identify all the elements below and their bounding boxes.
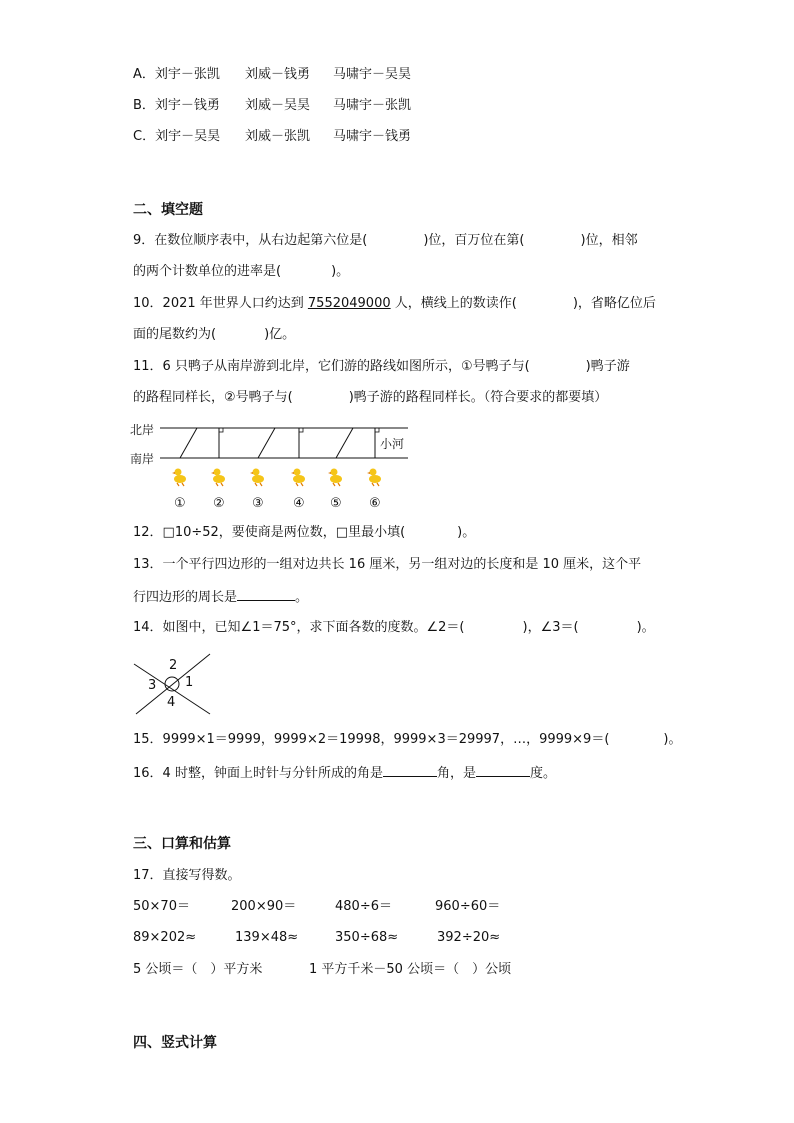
q14-text-b: )，∠3＝(: [522, 620, 579, 635]
south-bank-label: 南岸: [130, 452, 155, 466]
right-angle-mark-2: [219, 428, 223, 432]
question-13-line-1: 13．一个平行四边形的一组对边共长 16 厘米，另一组对边的长度和是 10 厘米，这个平: [133, 557, 642, 572]
q16-text-c: 度。: [529, 766, 556, 781]
option-a-1: A．刘宇－张凯: [133, 67, 220, 82]
calc-item: 139×48≈: [235, 930, 299, 945]
option-a-2: 刘威－钱勇: [245, 67, 311, 82]
question-14: [133, 618, 655, 638]
q14-text-c: )。: [636, 620, 655, 635]
calc-item: 480÷6＝: [335, 899, 392, 914]
path-1: [180, 428, 197, 458]
q13-blank[interactable]: [237, 586, 295, 601]
angle-label-4: 4: [167, 695, 176, 710]
question-10-line-1: [133, 294, 656, 314]
q16-blank-1[interactable]: [383, 762, 437, 777]
q14-text-a: 14．如图中，已知∠1＝75°，求下面各数的度数。∠2＝(: [133, 620, 465, 635]
duck-icon-1: [172, 469, 186, 487]
option-b-1: B．刘宇－钱勇: [133, 98, 220, 113]
q10-text-b: 人，横线上的数读作(: [390, 296, 517, 311]
q10-text-a: 10．2021 年世界人口约达到: [133, 296, 308, 311]
unit-conversion-1: 5 公顷＝（ ）平方米: [133, 962, 263, 977]
option-a: [133, 65, 411, 85]
q11-text-d: )鸭子游的路程同样长。（符合要求的都要填）: [348, 390, 608, 405]
question-17: 17．直接写得数。: [133, 868, 241, 883]
q10-text-e: )亿。: [264, 327, 296, 342]
calc-item: 200×90＝: [231, 899, 297, 914]
q11-text-a: 11．6 只鸭子从南岸游到北岸，它们游的路线如图所示，①号鸭子与(: [133, 359, 530, 374]
path-5: [336, 428, 353, 458]
q13-text-c: 。: [295, 590, 309, 605]
angle-label-3: 3: [148, 678, 157, 693]
question-13-line-2: [133, 586, 308, 608]
question-11-line-1: [133, 357, 630, 377]
option-b-3: 马啸宇－张凯: [333, 98, 412, 113]
q13-text-b: 行四边形的周长是: [133, 590, 238, 605]
q9-text-c: )位，相邻: [580, 233, 638, 248]
unit-conversion-2: 1 平方千米－50 公顷＝（ ）公顷: [309, 962, 512, 977]
section-4-heading: 四、竖式计算: [133, 1035, 217, 1051]
question-9-line-1: [133, 231, 638, 251]
duck-number-5: ⑤: [330, 496, 342, 511]
section-3-heading: 三、口算和估算: [133, 836, 231, 852]
q11-text-b: )鸭子游: [585, 359, 630, 374]
path-3: [258, 428, 275, 458]
question-15: [133, 730, 681, 750]
q15-text-b: )。: [663, 732, 682, 747]
right-angle-mark-4: [299, 428, 303, 432]
q16-blank-2[interactable]: [476, 762, 530, 777]
duck-icon-2: [211, 469, 225, 487]
q16-text-a: 16．4 时整，钟面上时针与分针所成的角是: [133, 766, 383, 781]
angle-label-1: 1: [185, 675, 194, 690]
option-c-2: 刘威－张凯: [245, 129, 311, 144]
option-c-3: 马啸宇－钱勇: [333, 129, 412, 144]
question-16: [133, 762, 556, 784]
q16-text-b: 角，是: [436, 766, 476, 781]
calc-row-1: [133, 897, 500, 917]
calc-row-3: [133, 960, 511, 980]
q9-text-d: 的两个计数单位的进率是(: [133, 264, 282, 279]
question-11-line-2: [133, 388, 607, 408]
q15-text-a: 15．9999×1＝9999，9999×2＝19998，9999×3＝29997，…，9999×9＝(: [133, 732, 610, 747]
q9-text-b: )位，百万位在第(: [423, 233, 525, 248]
river-diagram: [130, 418, 410, 518]
question-12: [133, 523, 475, 543]
duck-number-2: ②: [213, 496, 225, 511]
duck-icon-5: [328, 469, 342, 487]
option-c: [133, 127, 411, 147]
duck-icon-3: [250, 469, 264, 487]
section-2-heading: 二、填空题: [133, 202, 203, 218]
question-10-line-2: [133, 325, 295, 345]
q11-text-c: 的路程同样长，②号鸭子与(: [133, 390, 293, 405]
angle-label-2: 2: [169, 658, 178, 673]
q12-text-a: 12．□10÷52，要使商是两位数，□里最小填(: [133, 525, 406, 540]
calc-row-2: [133, 928, 500, 948]
duck-number-1: ①: [174, 496, 186, 511]
calc-item: 350÷68≈: [335, 930, 399, 945]
q10-text-d: 面的尾数约为(: [133, 327, 217, 342]
option-b: [133, 96, 411, 116]
duck-icon-4: [291, 469, 305, 487]
q9-text-a: 9．在数位顺序表中，从右边起第六位是(: [133, 233, 368, 248]
option-a-3: 马啸宇－吴昊: [333, 67, 412, 82]
q12-text-b: )。: [457, 525, 476, 540]
north-bank-label: 北岸: [130, 423, 155, 437]
calc-item: 89×202≈: [133, 930, 197, 945]
angle-diagram: [132, 650, 222, 720]
option-c-1: C．刘宇－吴昊: [133, 129, 221, 144]
calc-item: 392÷20≈: [437, 930, 501, 945]
q9-text-e: )。: [331, 264, 350, 279]
question-9-line-2: [133, 262, 349, 282]
q10-underlined-number: 7552049000: [307, 296, 391, 311]
calc-item: 50×70＝: [133, 899, 190, 914]
duck-number-4: ④: [293, 496, 305, 511]
duck-number-6: ⑥: [369, 496, 381, 511]
calc-item: 960÷60＝: [435, 899, 501, 914]
duck-number-3: ③: [252, 496, 264, 511]
q10-text-c: )，省略亿位后: [572, 296, 656, 311]
duck-icon-6: [367, 469, 381, 487]
river-label: 小河: [380, 437, 405, 451]
option-b-2: 刘威－吴昊: [245, 98, 311, 113]
right-angle-mark-6: [375, 428, 379, 432]
